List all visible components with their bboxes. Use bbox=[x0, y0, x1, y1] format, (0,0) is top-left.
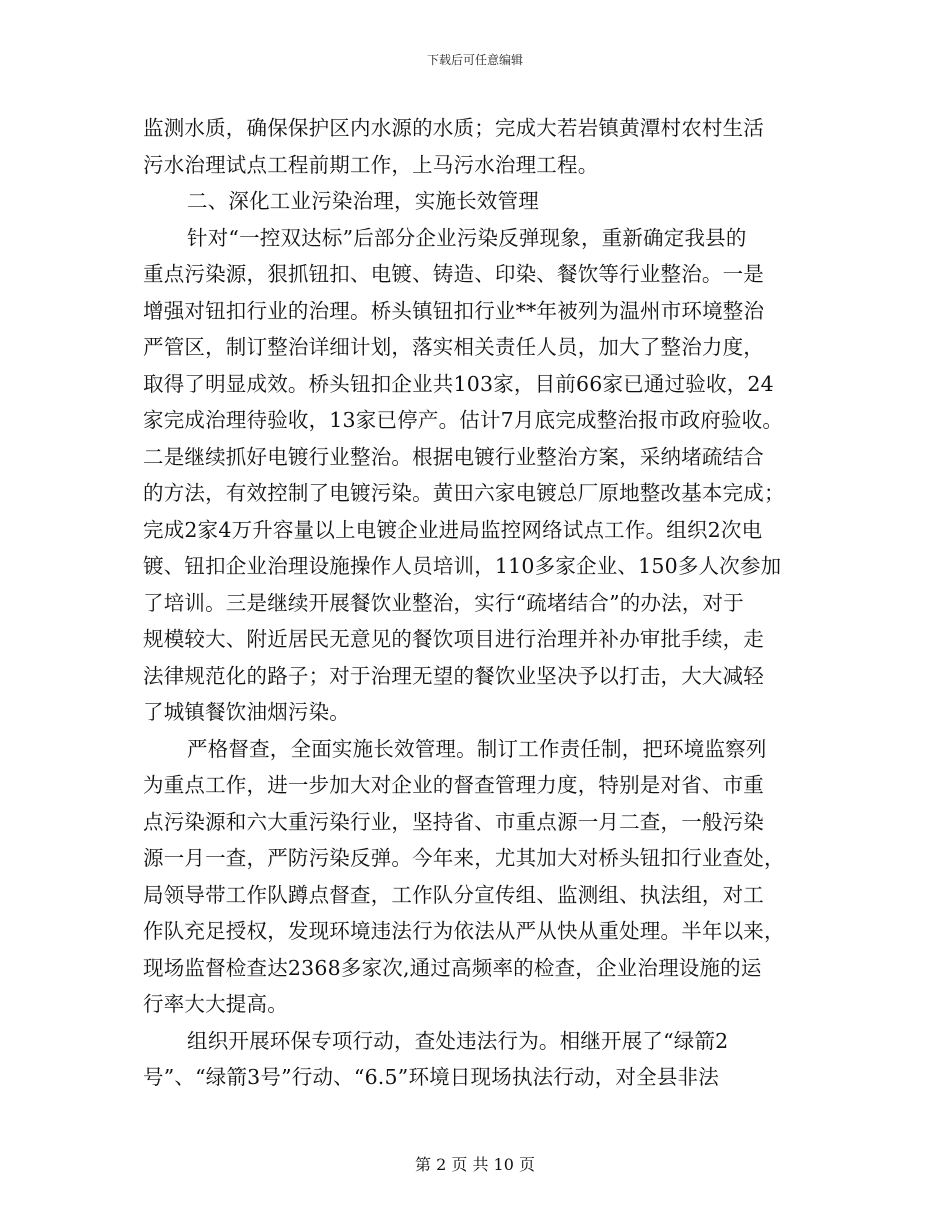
text-line: 的方法，有效控制了电镀污染。黄田六家电镀总厂原地整改基本完成； bbox=[143, 481, 785, 505]
text-line: 完成2家4万升容量以上电镀企业进局监控网络试点工作。组织2次电 bbox=[143, 517, 763, 542]
text-line: 法律规范化的路子；对于治理无望的餐饮业坚决予以打击，大大减轻 bbox=[143, 663, 764, 688]
text-line: 重点污染源，狠抓钮扣、电镀、铸造、印染、餐饮等行业整治。一是 bbox=[143, 262, 764, 286]
text-line: 二、深化工业污染治理，实施长效管理 bbox=[187, 189, 539, 213]
text-line: 严管区，制订整治详细计划，落实相关责任人员，加大了整治力度， bbox=[143, 335, 764, 359]
page-number-footer: 第 2 页 共 10 页 bbox=[415, 1155, 535, 1174]
text-line: 二是继续抓好电镀行业整治。根据电镀行业整治方案，采纳堵疏结合 bbox=[143, 444, 764, 469]
text-line: 作队充足授权，发现环境违法行为依法从严从快从重处理。半年以来， bbox=[143, 919, 785, 943]
text-line: 源一月一查，严防污染反弹。今年来，尤其加大对桥头钮扣行业查处， bbox=[143, 846, 785, 870]
text-line: 点污染源和六大重污染行业，坚持省、市重点源一月二查，一般污染 bbox=[143, 809, 764, 834]
page-header: 下载后可任意编辑 bbox=[426, 53, 523, 67]
text-line: 了培训。三是继续开展餐饮业整治，实行“疏堵结合”的办法，对于 bbox=[143, 590, 744, 615]
text-line: 污水治理试点工程前期工作，上马污水治理工程。 bbox=[143, 152, 599, 177]
document-body bbox=[143, 110, 811, 1096]
text-line: 号”、“绿箭3号”行动、“6.5”环境日现场执法行动，对全县非法 bbox=[143, 1065, 719, 1089]
text-line: 现场监督检查达2368多家次,通过高频率的检查，企业治理设施的运 bbox=[143, 955, 762, 980]
text-line: 监测水质，确保保护区内水源的水质；完成大若岩镇黄潭村农村生活 bbox=[143, 116, 764, 140]
text-line: 针对“一控双达标”后部分企业污染反弹现象，重新确定我县的 bbox=[187, 225, 747, 250]
text-line: 局领导带工作队蹲点督查，工作队分宣传组、监测组、执法组，对工 bbox=[143, 882, 764, 907]
text-line: 为重点工作，进一步加大对企业的督查管理力度，特别是对省、市重 bbox=[143, 773, 764, 797]
text-line: 了城镇餐饮油烟污染。 bbox=[143, 700, 350, 724]
text-line: 行率大大提高。 bbox=[143, 992, 288, 1016]
text-line: 取得了明显成效。桥头钮扣企业共103家，目前66家已通过验收，24 bbox=[143, 371, 774, 396]
text-line: 增强对钮扣行业的治理。桥头镇钮扣行业**年被列为温州市环境整治 bbox=[143, 298, 765, 323]
text-line: 镀、钮扣企业治理设施操作人员培训，110多家企业、150多人次参加 bbox=[143, 554, 782, 578]
text-line: 家完成治理待验收，13家已停产。估计7月底完成整治报市政府验收。 bbox=[143, 408, 784, 432]
text-line: 严格督查，全面实施长效管理。制订工作责任制，把环境监察列 bbox=[187, 736, 767, 761]
text-line: 组织开展环保专项行动，查处违法行为。相继开展了“绿箭2 bbox=[187, 1028, 729, 1053]
text-line: 规模较大、附近居民无意见的餐饮项目进行治理并补办审批手续，走 bbox=[143, 627, 764, 651]
